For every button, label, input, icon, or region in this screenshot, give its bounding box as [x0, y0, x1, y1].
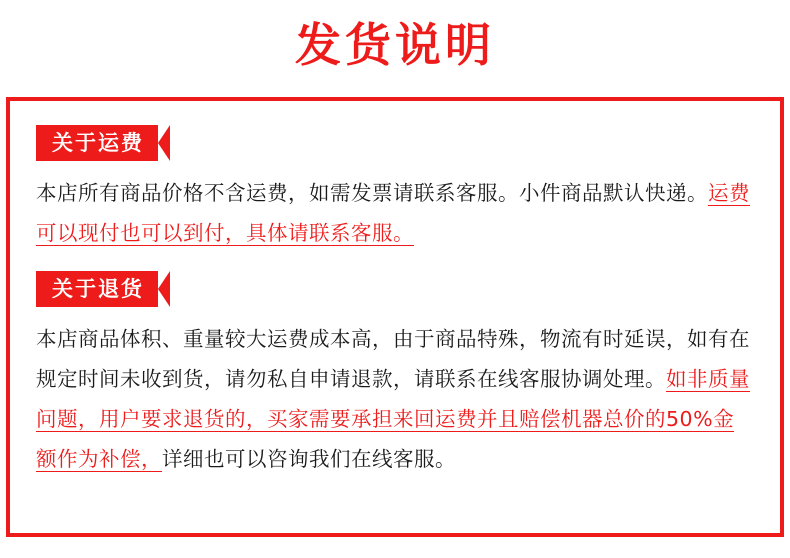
returns-text-highlight: 如非质量问题，用户要求退货的，买家需要承担来回运费并且赔偿机器总价的50%金额作为补偿， — [36, 367, 750, 471]
section-body-shipping-fee — [36, 173, 754, 253]
section-heading-shipping-fee: 关于运费 — [36, 125, 170, 161]
shipping-fee-text-highlight: 运费可以现付也可以到付，具体请联系客服。 — [36, 181, 750, 245]
page-title: 发货说明 — [295, 18, 495, 72]
shipping-fee-text-plain: 本店所有商品价格不含运费，如需发票请联系客服。小件商品默认快递。 — [36, 181, 708, 205]
section-body-returns — [36, 319, 754, 479]
section-shipping-fee — [36, 125, 754, 253]
returns-text-plain-2: 详细也可以咨询我们在线客服。 — [162, 447, 456, 471]
returns-text-plain-1: 本店商品体积、重量较大运费成本高，由于商品特殊，物流有时延误，如有在规定时间未收到货，请勿私自申请退款，请联系在线客服协调处理。 — [36, 327, 750, 391]
section-returns — [36, 271, 754, 479]
section-heading-returns: 关于退货 — [36, 271, 170, 307]
sections-container — [10, 101, 780, 479]
content-frame — [6, 97, 784, 537]
